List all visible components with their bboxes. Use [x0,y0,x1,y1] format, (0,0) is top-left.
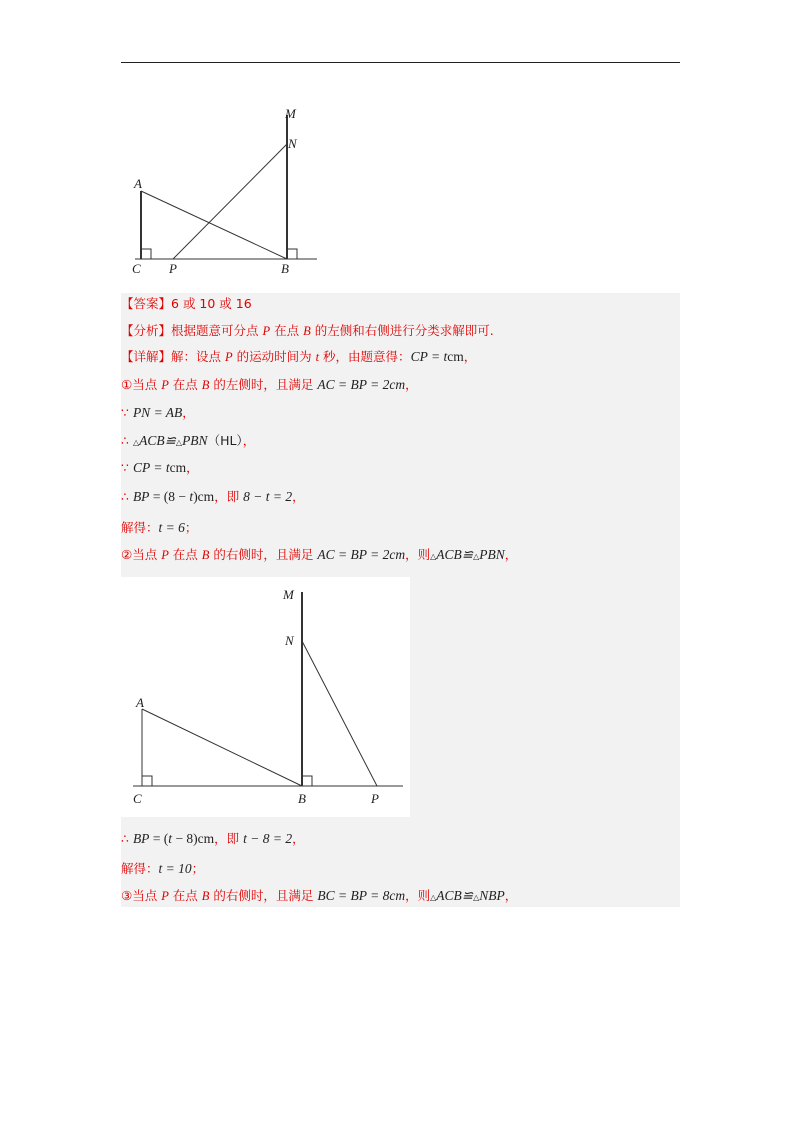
detail-line: 【详解】解：设点 P 的运动时间为 t 秒，由题意得：CP = tcm， [121,349,477,364]
label-m: M [283,587,294,602]
pn-ab-line: ∵ PN = AB， [121,405,195,420]
right-angle-c [141,249,151,259]
solution1-line: 解得：t = 6； [121,520,198,535]
bp2-line: ∴ BP = (t − 8)cm，即 t − 8 = 2， [121,831,305,846]
line-ab [142,709,302,786]
header-rule [121,62,680,63]
analysis-line: 【分析】根据题意可分点 P 在点 B 的左侧和右侧进行分类求解即可. [121,323,494,338]
line-np [302,641,377,786]
label-c: C [133,791,142,806]
cp-line: ∵ CP = tcm， [121,460,199,475]
label-b: B [298,791,306,806]
right-angle-c [142,776,152,786]
label-m: M [285,106,296,121]
congruence1-line: ∴ △ACB≌△PBN（HL）， [121,433,256,448]
bp1-line: ∴ BP = (8 − t)cm，即 8 − t = 2， [121,489,305,504]
line-ab [141,191,287,259]
label-n: N [285,633,294,648]
label-a: A [134,176,142,191]
case2-line: ②当点 P 在点 B 的右侧时，且满足 AC = BP = 2cm，则△ACB≌△PBN， [121,547,518,562]
right-angle-b [287,249,297,259]
label-p: P [169,261,177,276]
figure-2 [121,577,410,817]
line-pn [173,144,287,259]
label-c: C [132,261,141,276]
label-a: A [136,695,144,710]
figure-1 [125,100,325,280]
case3-line: ③当点 P 在点 B 的右侧时，且满足 BC = BP = 8cm，则△ACB≌△NBP， [121,888,518,903]
case1-line: ①当点 P 在点 B 的左侧时，且满足 AC = BP = 2cm， [121,377,418,392]
solution2-line: 解得：t = 10； [121,861,205,876]
right-angle-b [302,776,312,786]
label-n: N [288,136,297,151]
answer-line: 【答案】6 或 10 或 16 [121,296,252,311]
label-p: P [371,791,379,806]
label-b: B [281,261,289,276]
